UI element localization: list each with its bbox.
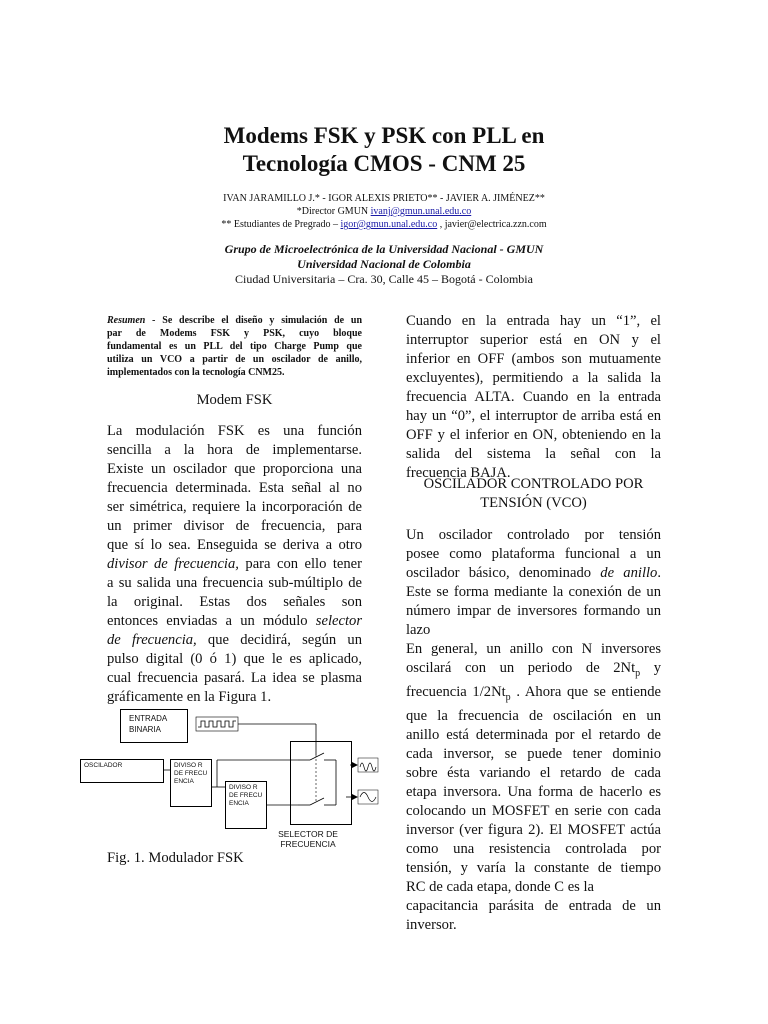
- text-line: En general, un anillo con N inversores: [406, 641, 661, 657]
- text-line: frecuencia ALTA. Cuando en la entrada: [406, 389, 661, 405]
- oscillator-block: [80, 759, 164, 783]
- text-line: hay un “0”, el interruptor de arriba está en: [406, 408, 661, 424]
- students-prefix: ** Estudiantes de Pregrado –: [221, 219, 341, 230]
- text-line: pulso digital (0 ó 1) que le es aplicado,: [107, 651, 362, 667]
- text-line: número impar de inversores formando un: [406, 603, 661, 619]
- text-line: tensión, y varía la constante de tiempo: [406, 859, 661, 876]
- text-line: un primer divisor de frecuencia, para: [107, 518, 362, 534]
- input-label: ENTRADA BINARIA: [129, 714, 167, 734]
- text-line-italic: oscilador básico, denominado de anillo.: [406, 565, 662, 581]
- abstract-line: par de Modems FSK y PSK, cuyo bloque: [107, 328, 362, 339]
- text-line: sobre ésta variando el retardo de cada: [406, 764, 661, 781]
- text-line: frecuencia BAJA.: [406, 465, 511, 481]
- fsk-body-text: [107, 422, 362, 707]
- text-line: anillo está determinada por el retardo de: [406, 726, 661, 743]
- text-line: frecuencia determinada. Esta señal al no: [107, 480, 362, 496]
- text-line: lazo: [406, 622, 431, 638]
- text-line: cada inversor, se puede tener dominio: [406, 745, 661, 762]
- text-line: inversor (ver figura 2). El MOSFET actúa: [406, 821, 661, 838]
- students-line: [120, 219, 648, 232]
- text-line: la original. Estas dos señales son: [107, 594, 362, 610]
- director-prefix: *Director GMUN: [296, 206, 371, 217]
- text-line-subscript: oscilará con un periodo de $2Nt_p$ y: [406, 660, 662, 679]
- text-line: a su salida una frecuencia sub-múltiplo de: [107, 575, 362, 591]
- text-line-italic: de frecuencia, que decidirá, según un: [107, 632, 362, 648]
- abstract-line: utiliza un VCO a partir de un oscilador de anillo,: [107, 354, 362, 365]
- text-line-subscript: frecuencia $1/2Nt_p$ . Ahora que se entiende: [406, 683, 661, 703]
- text-line: inversor.: [406, 916, 457, 933]
- affiliation-group: Grupo de Microelectrónica de la Universidad Nacional - GMUN: [224, 242, 544, 256]
- text-line: RC de cada etapa, donde C es la: [406, 878, 595, 895]
- text-line: La modulación FSK es una función: [107, 423, 362, 439]
- text-line: Un oscilador controlado por tensión: [406, 527, 661, 543]
- text-line-italic: divisor de frecuencia, para con ello tener: [107, 556, 363, 572]
- oscillator-label: OSCILADOR: [84, 762, 123, 769]
- abstract-line: Resumen - Se describe el diseño y simulación de un: [107, 315, 363, 326]
- affiliation-university: Universidad Nacional de Colombia: [297, 257, 471, 271]
- abstract-line: implementados con la tecnología CNM25.: [107, 367, 285, 378]
- text-line: interruptor superior está en ON y el: [406, 332, 661, 348]
- divider-2-label: DIVISO R DE FRECU ENCIA: [229, 784, 263, 807]
- vco-heading-line-1: OSCILADOR CONTROLADO POR: [423, 476, 644, 492]
- author-list: IVAN JARAMILLO J.* - IGOR ALEXIS PRIETO** - JAVIER A. JIMÉNEZ**: [223, 193, 545, 204]
- paper-title-line-2: Tecnología CMOS - CNM 25: [242, 151, 526, 176]
- vco-heading: [406, 475, 661, 513]
- text-line: posee como plataforma funcional a un: [406, 546, 661, 562]
- text-line: OFF y el inferior en ON, obteniendo en la: [406, 427, 661, 443]
- text-line: como una resistencia controlada por: [406, 840, 661, 857]
- affiliation-address: Ciudad Universitaria – Cra. 30, Calle 45 – Bogotá - Colombia: [235, 272, 533, 286]
- text-line: cual frecuencia pasará. La idea se plasma: [107, 670, 362, 686]
- vco-heading-line-2: TENSIÓN (VCO): [480, 495, 587, 511]
- director-line: [120, 206, 648, 219]
- text-line: inferior en OFF (ambos son mutuamente: [406, 351, 661, 367]
- selector-block: [290, 741, 352, 825]
- abstract: [107, 314, 362, 379]
- figure-1-fsk-modulator: [80, 705, 380, 855]
- text-line: etapa inversora. Una forma de hacerlo es: [406, 783, 661, 800]
- text-line: colocando un MOSFET en serie con cada: [406, 802, 661, 819]
- text-line: ser simétrica, requiere la incorporación de: [107, 499, 362, 515]
- figure-1-caption: Fig. 1. Modulador FSK: [107, 850, 244, 866]
- divider-1-label: DIVISO R DE FRECU ENCIA: [174, 762, 208, 785]
- section-heading-modem-fsk: Modem FSK: [196, 392, 273, 408]
- divider-2-block: [225, 781, 267, 829]
- vco-body-text: [406, 526, 661, 935]
- text-line: que la frecuencia de oscilación en un: [406, 707, 661, 724]
- text-line: Existe un oscilador que proporciona una: [107, 461, 362, 477]
- text-line: Este se forma mediante la conexión de un: [406, 584, 661, 600]
- input-block: [120, 709, 188, 743]
- text-line: Cuando en la entrada hay un “1”, el: [406, 313, 661, 329]
- divider-1-block: [170, 759, 212, 807]
- selector-label: SELECTOR DE FRECUENCIA: [278, 829, 338, 849]
- student-email-link[interactable]: igor@gmun.unal.edu.co: [340, 219, 438, 230]
- director-email-link[interactable]: ivanj@gmun.unal.edu.co: [370, 206, 472, 217]
- paper-title-line-1: Modems FSK y PSK con PLL en: [223, 123, 545, 148]
- text-line: sencilla a la hora de implementarse.: [107, 442, 362, 458]
- text-line-italic: entonces enviadas a un módulo selector: [107, 613, 362, 629]
- abstract-lead: Resumen -: [107, 315, 156, 326]
- text-line: excluyentes), permitiendo a la salida la: [406, 370, 661, 386]
- text-line: salida del sistema la señal con la: [406, 446, 661, 462]
- text-line: que sí lo sea. Enseguida se deriva a otro: [107, 537, 362, 553]
- students-rest: , javier@electrica.zzn.com: [437, 219, 547, 230]
- abstract-line: fundamental es un PLL del tipo Charge Pump que: [107, 341, 362, 352]
- switch-explanation-text: [406, 312, 661, 483]
- text-line: gráficamente en la Figura 1.: [107, 689, 272, 705]
- text-line: capacitancia parásita de entrada de un: [406, 897, 661, 914]
